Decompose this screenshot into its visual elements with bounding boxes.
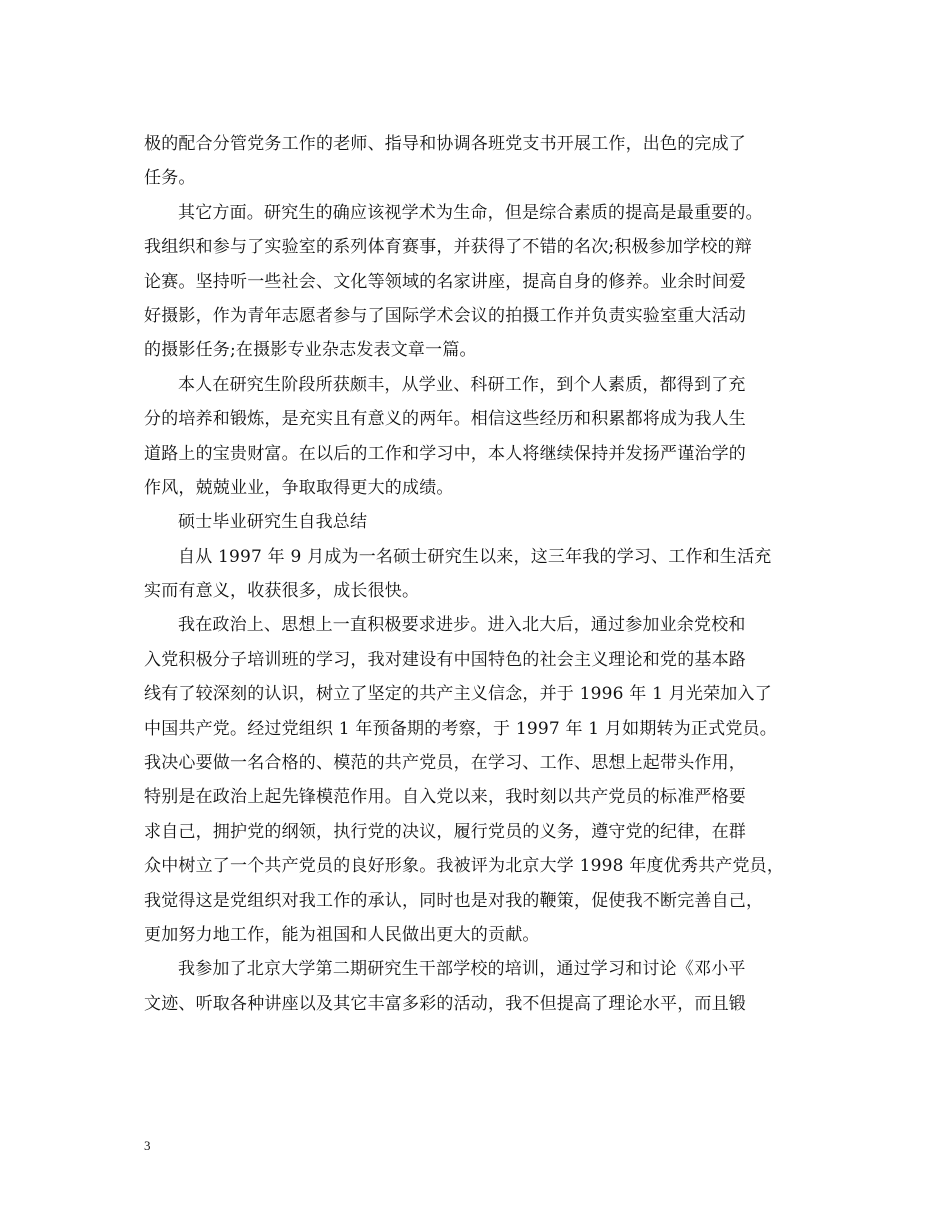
text-line: 众中树立了一个共产党员的良好形象。我被评为北京大学 1998 年度优秀共产党员， xyxy=(144,856,785,877)
text-line: 求自己，拥护党的纲领，执行党的决议，履行党员的义务，遵守党的纪律，在群 xyxy=(144,821,746,842)
text-line: 作风，兢兢业业，争取取得更大的成绩。 xyxy=(144,477,454,498)
text-line: 线有了较深刻的认识，树立了坚定的共产主义信念，并于 1996 年 1 月光荣加入了 xyxy=(144,684,772,705)
text-line: 我在政治上、思想上一直积极要求进步。进入北大后，通过参加业余党校和 xyxy=(178,615,746,636)
text-line: 我组织和参与了实验室的系列体育赛事，并获得了不错的名次;积极参加学校的辩 xyxy=(144,237,752,258)
text-line: 的摄影任务;在摄影专业杂志发表文章一篇。 xyxy=(144,340,477,361)
document-body xyxy=(144,127,809,1021)
text-line: 实而有意义，收获很多，成长很快。 xyxy=(144,581,420,602)
text-line: 更加努力地工作，能为祖国和人民做出更大的贡献。 xyxy=(144,924,540,945)
text-line: 论赛。坚持听一些社会、文化等领域的名家讲座，提高自身的修养。业余时间爱 xyxy=(144,271,746,292)
text-line: 特别是在政治上起先锋模范作用。自入党以来，我时刻以共产党员的标准严格要 xyxy=(144,787,746,808)
text-line: 入党积极分子培训班的学习，我对建设有中国特色的社会主义理论和党的基本路 xyxy=(144,649,746,670)
text-line: 好摄影，作为青年志愿者参与了国际学术会议的拍摄工作并负责实验室重大活动 xyxy=(144,305,746,326)
text-line: 任务。 xyxy=(144,168,196,189)
text-line: 极的配合分管党务工作的老师、指导和协调各班党支书开展工作，出色的完成了 xyxy=(144,134,746,154)
text-line: 我参加了北京大学第二期研究生干部学校的培训，通过学习和讨论《邓小平 xyxy=(178,959,746,980)
page-number: 3 xyxy=(144,1138,151,1153)
text-line: 分的培养和锻炼，是充实且有意义的两年。相信这些经历和积累都将成为我人生 xyxy=(144,409,746,430)
text-line: 硕士毕业研究生自我总结 xyxy=(178,512,368,533)
text-line: 自从 1997 年 9 月成为一名硕士研究生以来，这三年我的学习、工作和生活充 xyxy=(178,546,772,567)
text-line: 中国共产党。经过党组织 1 年预备期的考察，于 1997 年 1 月如期转为正式党员。 xyxy=(144,718,777,739)
text-line: 道路上的宝贵财富。在以后的工作和学习中，本人将继续保持并发扬严谨治学的 xyxy=(144,443,746,464)
text-line: 文迹、听取各种讲座以及其它丰富多彩的活动，我不但提高了理论水平，而且锻 xyxy=(144,993,746,1014)
text-line: 其它方面。研究生的确应该视学术为生命，但是综合素质的提高是最重要的。 xyxy=(178,202,763,223)
text-line: 我决心要做一名合格的、模范的共产党员，在学习、工作、思想上起带头作用， xyxy=(144,753,746,774)
text-line: 我觉得这是党组织对我工作的承认，同时也是对我的鞭策，促使我不断完善自己， xyxy=(144,890,764,911)
text-line: 本人在研究生阶段所获颇丰，从学业、科研工作，到个人素质，都得到了充 xyxy=(178,374,746,395)
